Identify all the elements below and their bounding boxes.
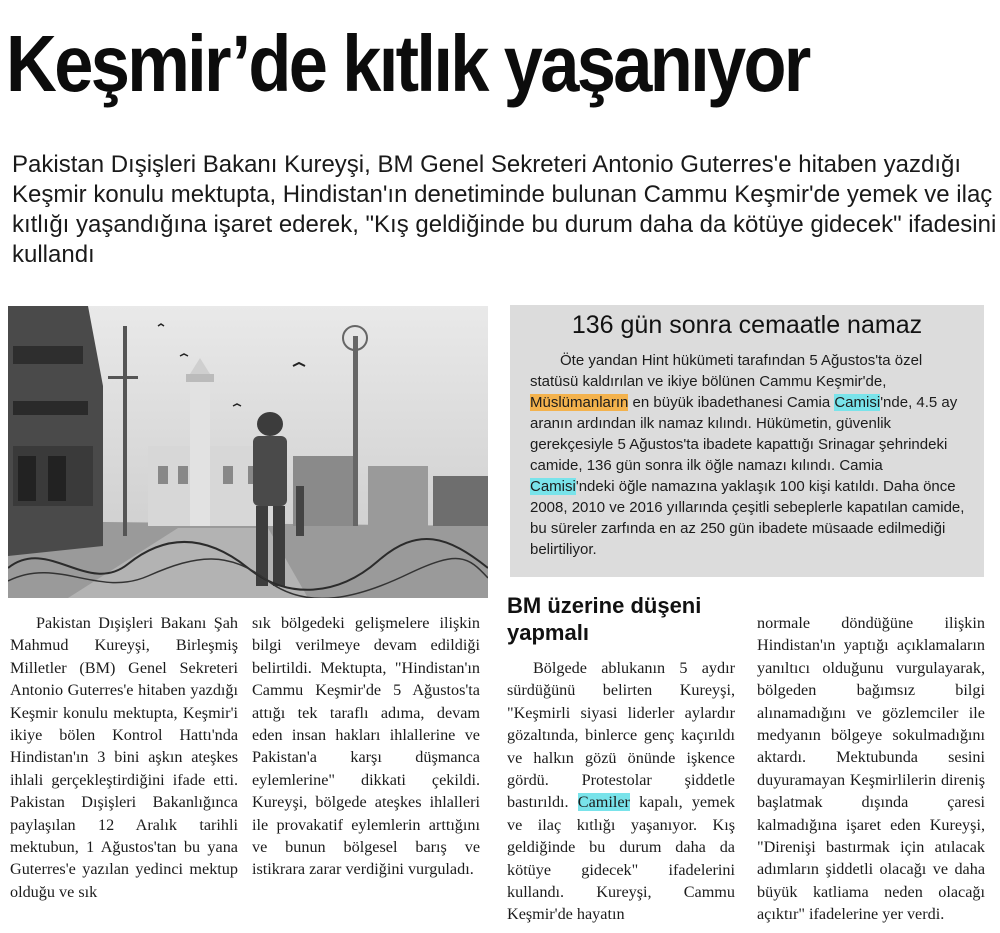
body-column-1: Pakistan Dışişleri Bakanı Şah Mahmud Kureyşi, Birleşmiş Milletler (BM) Genel Sekreteri Antonio Guterres'e hitaben yazdığı Keşmir konulu mektupta, Keşmir'i ikiye bölen Kontrol Hattı'nda Hindistan'ın 3 bini aşkın ateşkes ihlali gerçekleştirdiğini ifade etti. Pakistan Dışişleri Bakanlığınca paylaşılan 12 Aralık tarihli mektubun, 1 Ağustos'tan bu yana Guterres'e yazılan yedinci mektup olduğu ve sık bbox=[10, 614, 238, 901]
sidebar-text: Öte yandan Hint hükümeti tarafından 5 Ağustos'ta özel statüsü kaldırılan ve ikiye bölünen Cammu Keşmir'de, Müslümanların en büyük ibadethanesi Camia Camisi'nde, 4.5 ay aranın ardından ilk namaz kılındı. Hükümetin, güvenlik gerekçesiyle 5 Ağustos'ta ibadete kapattığı Srinagar şehrindeki camide, 136 gün sonra ilk öğle namazı kılındı. Camia Camisi'ndeki öğle namazına yaklaşık 100 kişi katıldı. Daha önce 2008, 2010 ve 2016 yıllarında çeşitli sebeplerle kapatılan camide, bu süreler zarfında en az 250 gün ibadete müsaade edilmediği belirtiliyor. bbox=[530, 352, 965, 558]
sidebar-box bbox=[510, 305, 984, 577]
subheading: BM üzerine düşeni yapmalı bbox=[507, 593, 702, 645]
body-column-2: sık bölgedeki gelişmelere ilişkin bilgi verilmeye devam edildiği belirtildi. Mektupta, "Hindistan'ın Cammu Keşmir'de 5 Ağustos'ta attığı tek taraflı adıma, devam eden insan hakları ihlallerine ve Pakistan'a karşı düşmanca eylemlerine" dikkati çekildi. Kureyşi, bölgede ateşkes ihlalleri ile provakatif eylemlerin arttığını ve bunun bölgesel barış ve istikrara zarar verdiğini vurguladı. bbox=[252, 614, 480, 879]
sidebar-title: 136 gün sonra cemaatle namaz bbox=[571, 311, 923, 339]
deck-summary: Pakistan Dışişleri Bakanı Kureyşi, BM Genel Sekreteri Antonio Guterres'e hitaben yazdığı Keşmir konulu mektupta, Hindistan'ın denetiminde bulunan Cammu Keşmir'de yemek ve ilaç kıtlığı yaşandığına işaret ederek, "Kış geldiğinde bu durum daha da kötüye gidecek" ifadesini kullandı bbox=[12, 151, 997, 268]
body-column-3: Bölgede ablukanın 5 aydır sürdüğünü belirten Kureyşi, "Keşmirli siyasi liderler aylardır gözaltında, binlerce genç kaçırıldı ve halkın gözü önünde işkence gördü. Protestolar şiddetle bastırıldı. Camiler kapalı, yemek ve ilaç kıtlığı yaşanıyor. Kış geldiğinde bu durum daha da kötüye gidecek" ifadelerini kullandı. Kureyşi, Cammu Keşmir'de hayatın bbox=[507, 659, 735, 924]
highlight-orange: Müslümanların bbox=[530, 394, 629, 411]
highlight-cyan: Camiler bbox=[577, 793, 630, 812]
news-photo bbox=[8, 306, 488, 598]
body-column-4: normale döndüğüne ilişkin Hindistan'ın yaptığı açıklamaların yanıltıcı olduğunu vurgulayarak, bölgeden bağımsız bilgi alınamadığını ve gözlemciler ile medyanın bölgeye sokulmadığını aktardı. Mektubunda sesini duyuramayan Keşmirlilerin direniş başlatmak dışında çaresi kalmadığına işaret eden Kureyşi, "Direnişi bastırmak için atılacak adımların şiddetli olacağı ve daha büyük katliama neden olacağı açıktır" ifadelerine yer verdi. bbox=[757, 614, 985, 924]
headline: Keşmir’de kıtlık yaşanıyor bbox=[6, 19, 809, 108]
highlight-cyan: Camisi bbox=[834, 394, 881, 411]
highlight-cyan: Camisi bbox=[530, 478, 576, 495]
